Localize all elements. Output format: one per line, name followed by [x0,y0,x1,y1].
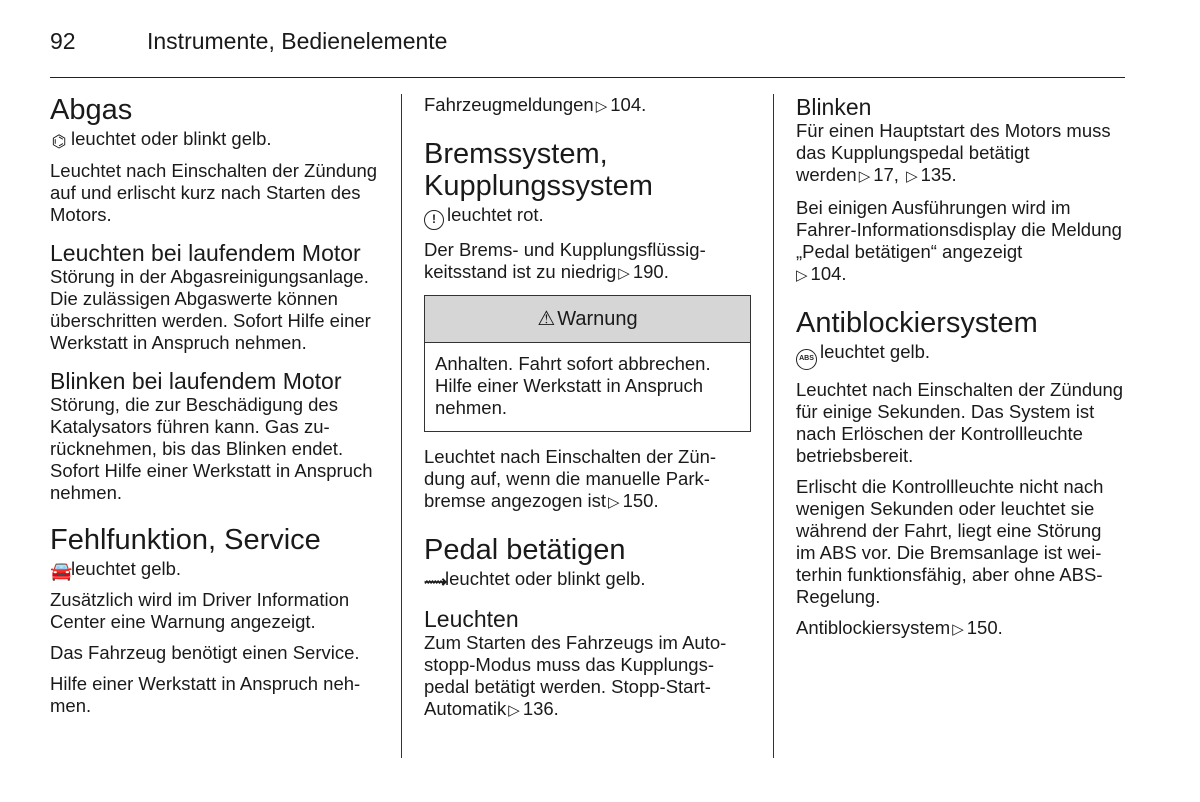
column-3 [796,94,1126,650]
warning-box [424,295,751,432]
paragraph: Leuchtet nach Einschalten der Zündung auf und erlischt kurz nach Starten des Motors. [50,160,378,225]
pedal-icon: ⟿ [424,574,447,591]
subheading-blinken: Blinken [796,94,872,120]
indicator-line: ⌬ leuchtet oder blinkt gelb. [51,128,272,151]
abs-icon: ABS [796,349,817,370]
page-header [50,26,1125,78]
section-heading-pedal: Pedal betätigen [424,534,626,566]
paragraph: Störung in der Abgasreinigungsanlage. Die zulässigen Abgaswerte können überschritten werden. Sofort Hilfe einer Werkstatt in Anspruch nehmen. [50,266,371,353]
paragraph: Zum Starten des Fahrzeugs im Autostopp-Modus muss das Kupplungspedal betätigt werden. Stopp-Start-Automatik ▷ 136. [424,632,727,719]
arrow-reference-icon: ▷ [952,621,964,638]
section-heading-fehlfunktion: Fehlfunktion, Service [50,524,321,556]
warning-text: Anhalten. Fahrt sofort abbrechen. Hilfe einer Werkstatt in Anspruch nehmen. [435,353,711,418]
paragraph: Erlischt die Kontrollleuchte nicht nach wenigen Sekunden oder leuchtet sie während der Fahrt, liegt eine Störung im ABS vor. Die Bremsanlage ist weiterhin funktionsfähig, aber ohne ABS-Regelung. [796,476,1104,607]
paragraph: Der Brems- und Kupplungsflüssigkeitsstand ist zu niedrig ▷ 190. [424,239,706,282]
warning-header: ⚠ Warnung [425,296,750,343]
paragraph: Leuchtet nach Einschalten der Zündung für einige Sekunden. Das System ist nach Erlöschen der Kontrollleuchte betriebsbereit. [796,379,1124,466]
arrow-reference-icon: ▷ [608,494,620,511]
paragraph: Störung, die zur Beschädigung des Katalysators führen kann. Gas zurücknehmen, bis das Blinken endet. Sofort Hilfe einer Werkstatt in Anspruch nehmen. [50,394,373,503]
service-car-icon: 🚘 [50,561,73,581]
section-heading-abgas: Abgas [50,94,133,126]
column-2 [424,94,751,731]
paragraph: Leuchtet nach Einschalten der Zündung auf, wenn die manuelle Parkbremse angezogen ist ▷ 150. [424,446,717,511]
section-heading-bremssystem: Bremssystem, Kupplungssystem [424,138,653,202]
paragraph: Für einen Hauptstart des Motors muss das Kupplungspedal betätigt werden ▷ 17, ▷ 135. [796,120,1111,185]
warning-triangle-icon: ⚠ [537,308,556,330]
page-number: 92 [50,28,76,54]
indicator-line: 🚘leuchtet gelb. [50,558,182,581]
arrow-reference-icon: ▷ [508,702,520,719]
engine-check-icon: ⌬ [51,132,67,151]
arrow-reference-icon: ▷ [618,265,630,282]
arrow-reference-icon: ▷ [595,98,608,115]
arrow-reference-icon: ▷ [796,267,808,284]
column-divider [401,94,402,758]
warning-body [425,343,750,431]
paragraph: Das Fahrzeug benötigt einen Service. [50,642,360,663]
paragraph: Zusätzlich wird im Driver Information Center eine Warnung angezeigt. [50,589,350,632]
paragraph: Bei einigen Ausführungen wird im Fahrer-Informationsdisplay die Meldung „Pedal betätigen“ angezeigt ▷ 104. [796,197,1122,284]
paragraph: Antiblockiersystem ▷ 150. [796,617,1003,638]
subheading-blinken-motor: Blinken bei laufendem Motor [50,368,342,394]
arrow-reference-icon: ▷ [906,168,918,185]
indicator-line: ABS leuchtet gelb. [796,341,1126,370]
brake-warning-icon: ! [424,210,444,230]
indicator-line: ⟿leuchtet oder blinkt gelb. [424,568,646,591]
column-1 [50,94,380,726]
arrow-reference-icon: ▷ [858,168,871,185]
subheading-leuchten-motor: Leuchten bei laufendem Motor [50,240,361,266]
continued-paragraph: Fahrzeugmeldungen ▷ 104. [424,94,647,115]
section-heading-abs: Antiblockiersystem [796,307,1038,339]
column-divider [773,94,774,758]
subheading-leuchten: Leuchten [424,606,519,632]
paragraph: Hilfe einer Werkstatt in Anspruch nehmen. [50,673,361,716]
running-title: Instrumente, Bedienelemente [147,28,448,54]
indicator-line: ! leuchtet rot. [424,204,751,230]
